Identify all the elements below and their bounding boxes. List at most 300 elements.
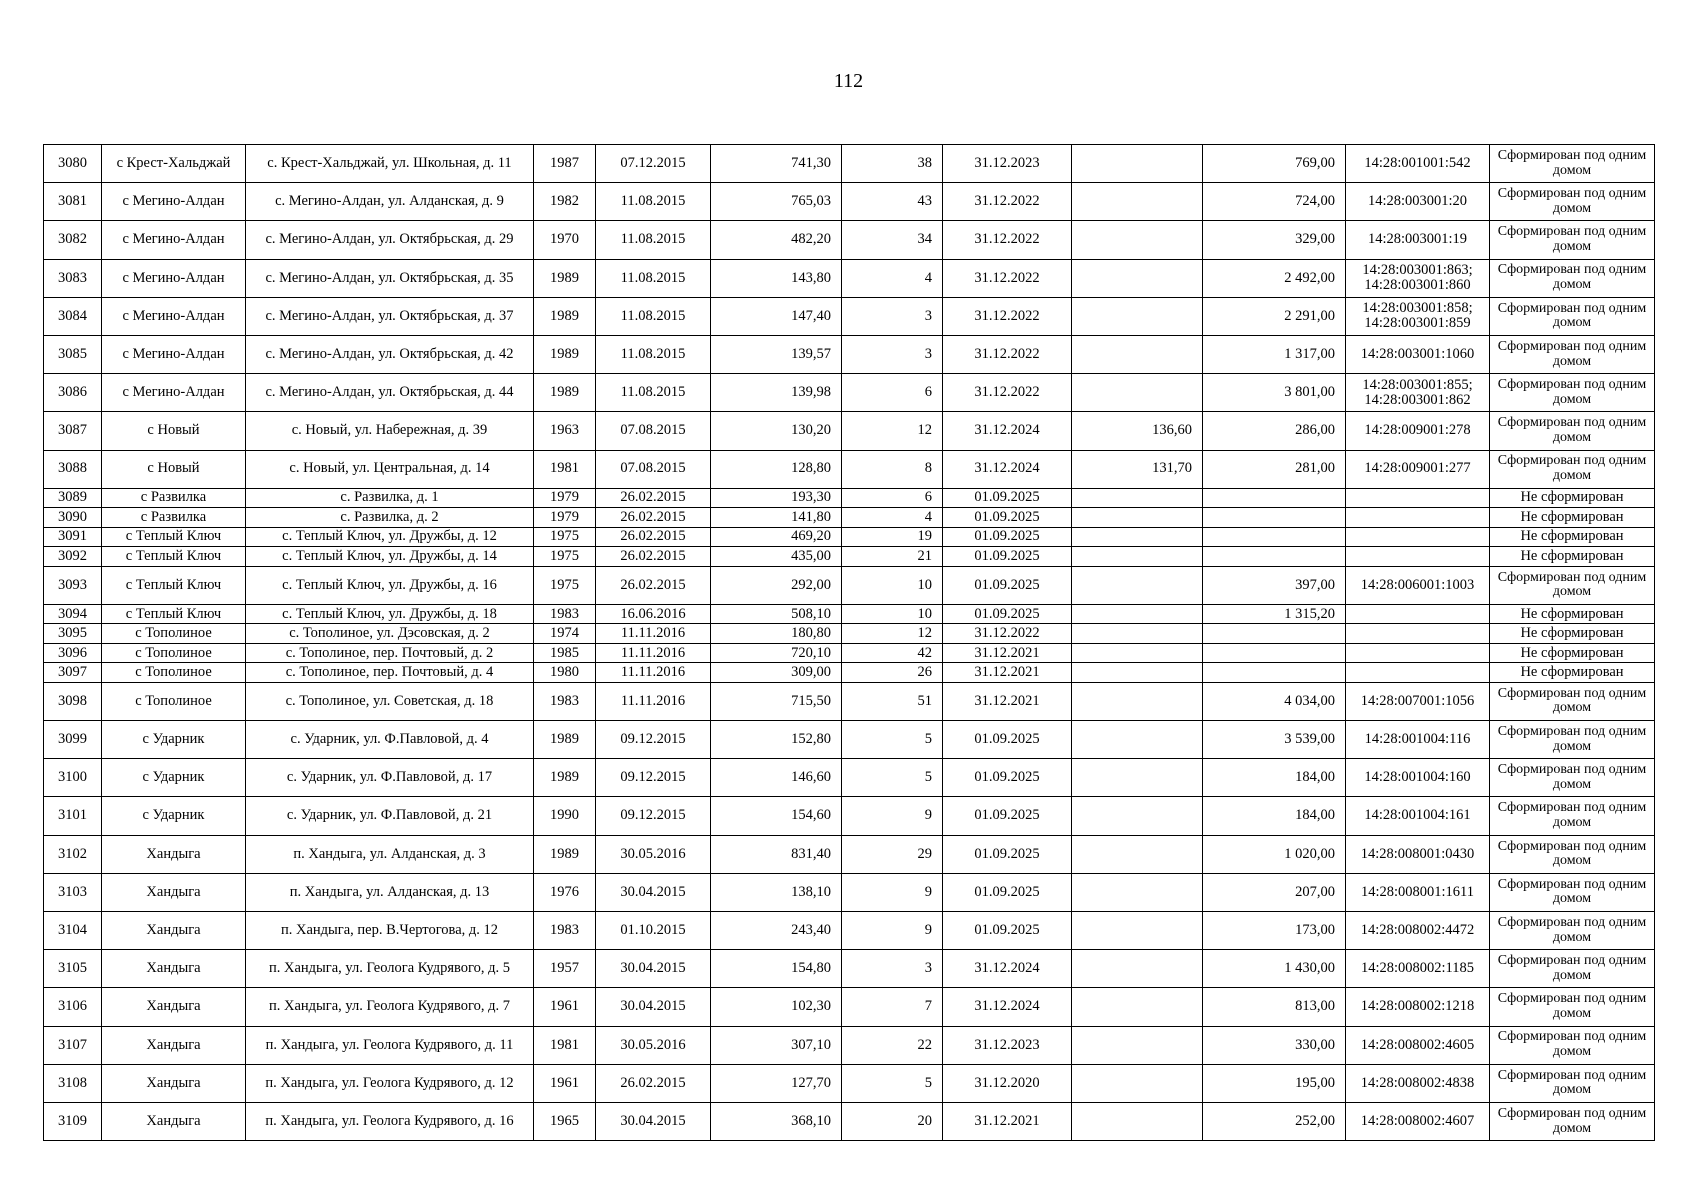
cell-address: с. Мегино-Алдан, ул. Октябрьская, д. 29 [246, 221, 534, 259]
cell-area: 715,50 [711, 682, 842, 720]
cell-cadastral: 14:28:009001:278 [1346, 412, 1490, 450]
cell-locality: с Новый [102, 412, 246, 450]
cell-deadline: 31.12.2022 [943, 259, 1072, 297]
cell-date: 11.11.2016 [596, 624, 711, 644]
cell-number: 3085 [44, 335, 102, 373]
cell-date: 16.06.2016 [596, 604, 711, 624]
cell-col9 [1072, 663, 1203, 683]
table-row [44, 508, 1655, 528]
cell-residents: 12 [842, 412, 943, 450]
cell-deadline: 01.09.2025 [943, 604, 1072, 624]
cell-area: 482,20 [711, 221, 842, 259]
cell-land-area: 184,00 [1203, 797, 1346, 835]
cell-locality: с Тополиное [102, 624, 246, 644]
cell-date: 11.11.2016 [596, 643, 711, 663]
cell-year: 1981 [534, 1026, 596, 1064]
cell-date: 11.08.2015 [596, 183, 711, 221]
cell-deadline: 01.09.2025 [943, 721, 1072, 759]
table-row [44, 759, 1655, 797]
cell-year: 1985 [534, 643, 596, 663]
table-row [44, 547, 1655, 567]
cell-residents: 4 [842, 508, 943, 528]
cell-cadastral: 14:28:008002:4472 [1346, 912, 1490, 950]
cell-land-area: 329,00 [1203, 221, 1346, 259]
cell-date: 11.08.2015 [596, 259, 711, 297]
cell-address: с. Тополиное, пер. Почтовый, д. 4 [246, 663, 534, 683]
cell-cadastral: 14:28:007001:1056 [1346, 682, 1490, 720]
cell-residents: 3 [842, 297, 943, 335]
table-row [44, 221, 1655, 259]
cell-land-area: 3 801,00 [1203, 374, 1346, 412]
cell-residents: 5 [842, 1064, 943, 1102]
cell-area: 143,80 [711, 259, 842, 297]
table-row [44, 950, 1655, 988]
cell-land-area: 397,00 [1203, 566, 1346, 604]
cell-date: 30.04.2015 [596, 950, 711, 988]
cell-residents: 9 [842, 797, 943, 835]
cell-land-area: 2 492,00 [1203, 259, 1346, 297]
cell-land-area [1203, 624, 1346, 644]
cell-status: Сформирован под одним домом [1490, 297, 1655, 335]
cell-locality: с Тополиное [102, 663, 246, 683]
table-row [44, 450, 1655, 488]
cell-status: Сформирован под одним домом [1490, 1026, 1655, 1064]
cell-locality: Хандыга [102, 988, 246, 1026]
cell-cadastral [1346, 547, 1490, 567]
cell-status: Не сформирован [1490, 508, 1655, 528]
cell-residents: 20 [842, 1102, 943, 1140]
table-row [44, 663, 1655, 683]
cell-area: 154,60 [711, 797, 842, 835]
cell-status: Сформирован под одним домом [1490, 759, 1655, 797]
cell-address: с. Теплый Ключ, ул. Дружбы, д. 18 [246, 604, 534, 624]
cell-number: 3099 [44, 721, 102, 759]
cell-year: 1989 [534, 297, 596, 335]
cell-locality: с Теплый Ключ [102, 566, 246, 604]
cell-deadline: 01.09.2025 [943, 488, 1072, 508]
cell-date: 30.05.2016 [596, 1026, 711, 1064]
cell-col9 [1072, 604, 1203, 624]
cell-locality: с Ударник [102, 759, 246, 797]
table-body [44, 145, 1655, 1141]
cell-land-area: 724,00 [1203, 183, 1346, 221]
cell-cadastral: 14:28:001004:161 [1346, 797, 1490, 835]
cell-date: 11.08.2015 [596, 297, 711, 335]
cell-year: 1975 [534, 566, 596, 604]
cell-col9: 136,60 [1072, 412, 1203, 450]
cell-residents: 10 [842, 566, 943, 604]
cell-year: 1965 [534, 1102, 596, 1140]
cell-number: 3105 [44, 950, 102, 988]
cell-number: 3102 [44, 835, 102, 873]
cell-status: Не сформирован [1490, 547, 1655, 567]
cell-deadline: 01.09.2025 [943, 835, 1072, 873]
cell-cadastral: 14:28:008002:4838 [1346, 1064, 1490, 1102]
cell-status: Не сформирован [1490, 527, 1655, 547]
housing-registry-table [43, 144, 1655, 1141]
cell-land-area [1203, 527, 1346, 547]
cell-deadline: 31.12.2022 [943, 624, 1072, 644]
cell-land-area: 252,00 [1203, 1102, 1346, 1140]
cell-date: 26.02.2015 [596, 527, 711, 547]
cell-number: 3094 [44, 604, 102, 624]
cell-locality: с Мегино-Алдан [102, 297, 246, 335]
table-row [44, 488, 1655, 508]
cell-cadastral [1346, 527, 1490, 547]
cell-col9 [1072, 183, 1203, 221]
cell-year: 1974 [534, 624, 596, 644]
cell-land-area [1203, 488, 1346, 508]
cell-land-area [1203, 663, 1346, 683]
cell-residents: 8 [842, 450, 943, 488]
cell-residents: 6 [842, 488, 943, 508]
cell-number: 3090 [44, 508, 102, 528]
cell-col9 [1072, 566, 1203, 604]
cell-number: 3082 [44, 221, 102, 259]
cell-address: п. Хандыга, ул. Алданская, д. 3 [246, 835, 534, 873]
cell-year: 1989 [534, 259, 596, 297]
cell-date: 01.10.2015 [596, 912, 711, 950]
cell-residents: 6 [842, 374, 943, 412]
cell-number: 3086 [44, 374, 102, 412]
cell-deadline: 31.12.2022 [943, 335, 1072, 373]
table-row [44, 527, 1655, 547]
cell-locality: с Новый [102, 450, 246, 488]
cell-deadline: 31.12.2021 [943, 1102, 1072, 1140]
cell-area: 154,80 [711, 950, 842, 988]
cell-locality: Хандыга [102, 912, 246, 950]
cell-col9 [1072, 643, 1203, 663]
cell-area: 243,40 [711, 912, 842, 950]
cell-land-area: 813,00 [1203, 988, 1346, 1026]
cell-land-area [1203, 547, 1346, 567]
cell-date: 11.08.2015 [596, 221, 711, 259]
cell-address: с. Ударник, ул. Ф.Павловой, д. 21 [246, 797, 534, 835]
cell-status: Не сформирован [1490, 604, 1655, 624]
cell-residents: 9 [842, 873, 943, 911]
cell-number: 3107 [44, 1026, 102, 1064]
cell-address: с. Мегино-Алдан, ул. Алданская, д. 9 [246, 183, 534, 221]
cell-year: 1963 [534, 412, 596, 450]
cell-year: 1979 [534, 488, 596, 508]
cell-locality: Хандыга [102, 1026, 246, 1064]
cell-col9 [1072, 721, 1203, 759]
cell-address: с. Тополиное, пер. Почтовый, д. 2 [246, 643, 534, 663]
cell-area: 765,03 [711, 183, 842, 221]
cell-year: 1981 [534, 450, 596, 488]
cell-land-area: 2 291,00 [1203, 297, 1346, 335]
cell-area: 130,20 [711, 412, 842, 450]
cell-address: с. Теплый Ключ, ул. Дружбы, д. 16 [246, 566, 534, 604]
cell-status: Сформирован под одним домом [1490, 374, 1655, 412]
cell-col9 [1072, 145, 1203, 183]
cell-address: с. Теплый Ключ, ул. Дружбы, д. 12 [246, 527, 534, 547]
cell-residents: 38 [842, 145, 943, 183]
table-row [44, 297, 1655, 335]
cell-deadline: 31.12.2021 [943, 682, 1072, 720]
cell-col9 [1072, 335, 1203, 373]
table-row [44, 1102, 1655, 1140]
cell-cadastral: 14:28:003001:855; 14:28:003001:862 [1346, 374, 1490, 412]
cell-col9 [1072, 488, 1203, 508]
cell-status: Сформирован под одним домом [1490, 145, 1655, 183]
table-row [44, 145, 1655, 183]
cell-deadline: 31.12.2022 [943, 374, 1072, 412]
cell-number: 3092 [44, 547, 102, 567]
cell-locality: с Развилка [102, 508, 246, 528]
cell-col9 [1072, 624, 1203, 644]
cell-date: 07.08.2015 [596, 412, 711, 450]
cell-cadastral: 14:28:006001:1003 [1346, 566, 1490, 604]
cell-col9 [1072, 508, 1203, 528]
cell-residents: 10 [842, 604, 943, 624]
cell-number: 3104 [44, 912, 102, 950]
cell-locality: Хандыга [102, 835, 246, 873]
cell-deadline: 31.12.2021 [943, 643, 1072, 663]
cell-residents: 3 [842, 335, 943, 373]
cell-date: 30.05.2016 [596, 835, 711, 873]
cell-year: 1982 [534, 183, 596, 221]
table-row [44, 259, 1655, 297]
cell-col9 [1072, 297, 1203, 335]
cell-number: 3080 [44, 145, 102, 183]
cell-deadline: 01.09.2025 [943, 547, 1072, 567]
cell-col9 [1072, 527, 1203, 547]
cell-year: 1980 [534, 663, 596, 683]
cell-area: 193,30 [711, 488, 842, 508]
cell-number: 3100 [44, 759, 102, 797]
cell-date: 11.08.2015 [596, 335, 711, 373]
cell-date: 26.02.2015 [596, 1064, 711, 1102]
cell-deadline: 31.12.2022 [943, 183, 1072, 221]
cell-address: с. Теплый Ключ, ул. Дружбы, д. 14 [246, 547, 534, 567]
cell-date: 09.12.2015 [596, 797, 711, 835]
cell-address: с. Развилка, д. 2 [246, 508, 534, 528]
cell-area: 435,00 [711, 547, 842, 567]
table-row [44, 1064, 1655, 1102]
cell-cadastral: 14:28:008002:1185 [1346, 950, 1490, 988]
cell-address: п. Хандыга, ул. Геолога Кудрявого, д. 11 [246, 1026, 534, 1064]
cell-area: 139,98 [711, 374, 842, 412]
cell-locality: с Крест-Хальджай [102, 145, 246, 183]
cell-residents: 42 [842, 643, 943, 663]
cell-status: Сформирован под одним домом [1490, 450, 1655, 488]
cell-date: 30.04.2015 [596, 988, 711, 1026]
cell-locality: с Мегино-Алдан [102, 335, 246, 373]
cell-year: 1961 [534, 1064, 596, 1102]
cell-residents: 3 [842, 950, 943, 988]
cell-number: 3098 [44, 682, 102, 720]
cell-status: Сформирован под одним домом [1490, 1064, 1655, 1102]
cell-land-area: 330,00 [1203, 1026, 1346, 1064]
cell-locality: Хандыга [102, 1102, 246, 1140]
cell-area: 368,10 [711, 1102, 842, 1140]
table-row [44, 412, 1655, 450]
cell-year: 1970 [534, 221, 596, 259]
cell-col9 [1072, 547, 1203, 567]
cell-residents: 22 [842, 1026, 943, 1064]
cell-address: с. Мегино-Алдан, ул. Октябрьская, д. 37 [246, 297, 534, 335]
cell-cadastral: 14:28:003001:858; 14:28:003001:859 [1346, 297, 1490, 335]
cell-cadastral: 14:28:003001:20 [1346, 183, 1490, 221]
cell-status: Сформирован под одним домом [1490, 412, 1655, 450]
cell-number: 3088 [44, 450, 102, 488]
cell-address: с. Мегино-Алдан, ул. Октябрьская, д. 42 [246, 335, 534, 373]
cell-area: 831,40 [711, 835, 842, 873]
cell-status: Сформирован под одним домом [1490, 912, 1655, 950]
cell-deadline: 31.12.2022 [943, 297, 1072, 335]
cell-locality: с Мегино-Алдан [102, 259, 246, 297]
cell-locality: с Тополиное [102, 682, 246, 720]
cell-deadline: 31.12.2024 [943, 412, 1072, 450]
cell-col9 [1072, 759, 1203, 797]
table-row [44, 873, 1655, 911]
cell-year: 1975 [534, 547, 596, 567]
cell-residents: 5 [842, 759, 943, 797]
cell-locality: с Ударник [102, 797, 246, 835]
cell-deadline: 31.12.2023 [943, 145, 1072, 183]
cell-date: 26.02.2015 [596, 508, 711, 528]
cell-locality: с Тополиное [102, 643, 246, 663]
cell-status: Сформирован под одним домом [1490, 721, 1655, 759]
cell-deadline: 01.09.2025 [943, 527, 1072, 547]
cell-number: 3091 [44, 527, 102, 547]
cell-deadline: 01.09.2025 [943, 566, 1072, 604]
cell-cadastral: 14:28:001004:116 [1346, 721, 1490, 759]
cell-residents: 51 [842, 682, 943, 720]
cell-status: Сформирован под одним домом [1490, 873, 1655, 911]
table-row [44, 335, 1655, 373]
cell-year: 1989 [534, 835, 596, 873]
cell-residents: 34 [842, 221, 943, 259]
cell-cadastral: 14:28:008002:1218 [1346, 988, 1490, 1026]
cell-address: с. Развилка, д. 1 [246, 488, 534, 508]
cell-number: 3095 [44, 624, 102, 644]
cell-year: 1987 [534, 145, 596, 183]
cell-area: 138,10 [711, 873, 842, 911]
cell-deadline: 31.12.2020 [943, 1064, 1072, 1102]
cell-residents: 21 [842, 547, 943, 567]
cell-cadastral [1346, 488, 1490, 508]
cell-deadline: 31.12.2021 [943, 663, 1072, 683]
table-row [44, 835, 1655, 873]
cell-address: с. Тополиное, ул. Советская, д. 18 [246, 682, 534, 720]
cell-cadastral: 14:28:008001:0430 [1346, 835, 1490, 873]
cell-residents: 9 [842, 912, 943, 950]
cell-area: 128,80 [711, 450, 842, 488]
cell-locality: Хандыга [102, 950, 246, 988]
cell-deadline: 01.09.2025 [943, 759, 1072, 797]
cell-address: с. Тополиное, ул. Дэсовская, д. 2 [246, 624, 534, 644]
cell-status: Сформирован под одним домом [1490, 183, 1655, 221]
cell-cadastral: 14:28:003001:19 [1346, 221, 1490, 259]
cell-area: 180,80 [711, 624, 842, 644]
cell-address: с. Ударник, ул. Ф.Павловой, д. 17 [246, 759, 534, 797]
cell-date: 11.08.2015 [596, 374, 711, 412]
cell-number: 3087 [44, 412, 102, 450]
cell-year: 1957 [534, 950, 596, 988]
cell-address: п. Хандыга, ул. Геолога Кудрявого, д. 16 [246, 1102, 534, 1140]
cell-status: Сформирован под одним домом [1490, 950, 1655, 988]
table-row [44, 912, 1655, 950]
cell-cadastral: 14:28:008001:1611 [1346, 873, 1490, 911]
cell-year: 1975 [534, 527, 596, 547]
cell-area: 139,57 [711, 335, 842, 373]
cell-locality: с Развилка [102, 488, 246, 508]
cell-locality: с Мегино-Алдан [102, 221, 246, 259]
cell-number: 3096 [44, 643, 102, 663]
cell-locality: с Ударник [102, 721, 246, 759]
cell-date: 11.11.2016 [596, 682, 711, 720]
table-row [44, 682, 1655, 720]
cell-cadastral: 14:28:008002:4605 [1346, 1026, 1490, 1064]
cell-date: 30.04.2015 [596, 1102, 711, 1140]
cell-area: 102,30 [711, 988, 842, 1026]
cell-date: 09.12.2015 [596, 721, 711, 759]
cell-area: 127,70 [711, 1064, 842, 1102]
cell-land-area: 1 317,00 [1203, 335, 1346, 373]
cell-status: Сформирован под одним домом [1490, 566, 1655, 604]
cell-status: Сформирован под одним домом [1490, 1102, 1655, 1140]
table-row [44, 374, 1655, 412]
cell-deadline: 31.12.2022 [943, 221, 1072, 259]
cell-cadastral: 14:28:008002:4607 [1346, 1102, 1490, 1140]
cell-land-area: 1 430,00 [1203, 950, 1346, 988]
cell-status: Не сформирован [1490, 488, 1655, 508]
cell-land-area: 286,00 [1203, 412, 1346, 450]
cell-area: 469,20 [711, 527, 842, 547]
cell-address: с. Крест-Хальджай, ул. Школьная, д. 11 [246, 145, 534, 183]
cell-deadline: 31.12.2023 [943, 1026, 1072, 1064]
cell-locality: Хандыга [102, 873, 246, 911]
table-row [44, 643, 1655, 663]
cell-land-area: 207,00 [1203, 873, 1346, 911]
cell-land-area: 184,00 [1203, 759, 1346, 797]
cell-status: Не сформирован [1490, 643, 1655, 663]
cell-cadastral: 14:28:003001:863; 14:28:003001:860 [1346, 259, 1490, 297]
cell-address: п. Хандыга, ул. Геолога Кудрявого, д. 7 [246, 988, 534, 1026]
cell-year: 1979 [534, 508, 596, 528]
cell-area: 292,00 [711, 566, 842, 604]
cell-cadastral [1346, 624, 1490, 644]
cell-col9 [1072, 912, 1203, 950]
cell-col9 [1072, 1102, 1203, 1140]
cell-number: 3081 [44, 183, 102, 221]
cell-deadline: 31.12.2024 [943, 450, 1072, 488]
cell-number: 3109 [44, 1102, 102, 1140]
cell-status: Не сформирован [1490, 663, 1655, 683]
cell-area: 146,60 [711, 759, 842, 797]
cell-cadastral [1346, 643, 1490, 663]
cell-date: 07.08.2015 [596, 450, 711, 488]
cell-address: п. Хандыга, пер. В.Чертогова, д. 12 [246, 912, 534, 950]
cell-col9 [1072, 797, 1203, 835]
cell-residents: 29 [842, 835, 943, 873]
cell-land-area: 1 315,20 [1203, 604, 1346, 624]
cell-area: 147,40 [711, 297, 842, 335]
cell-year: 1989 [534, 759, 596, 797]
cell-status: Сформирован под одним домом [1490, 988, 1655, 1026]
cell-date: 09.12.2015 [596, 759, 711, 797]
cell-locality: с Теплый Ключ [102, 547, 246, 567]
cell-address: с. Ударник, ул. Ф.Павловой, д. 4 [246, 721, 534, 759]
cell-land-area: 281,00 [1203, 450, 1346, 488]
cell-cadastral: 14:28:001001:542 [1346, 145, 1490, 183]
cell-locality: с Мегино-Алдан [102, 183, 246, 221]
cell-residents: 19 [842, 527, 943, 547]
cell-area: 141,80 [711, 508, 842, 528]
cell-number: 3108 [44, 1064, 102, 1102]
